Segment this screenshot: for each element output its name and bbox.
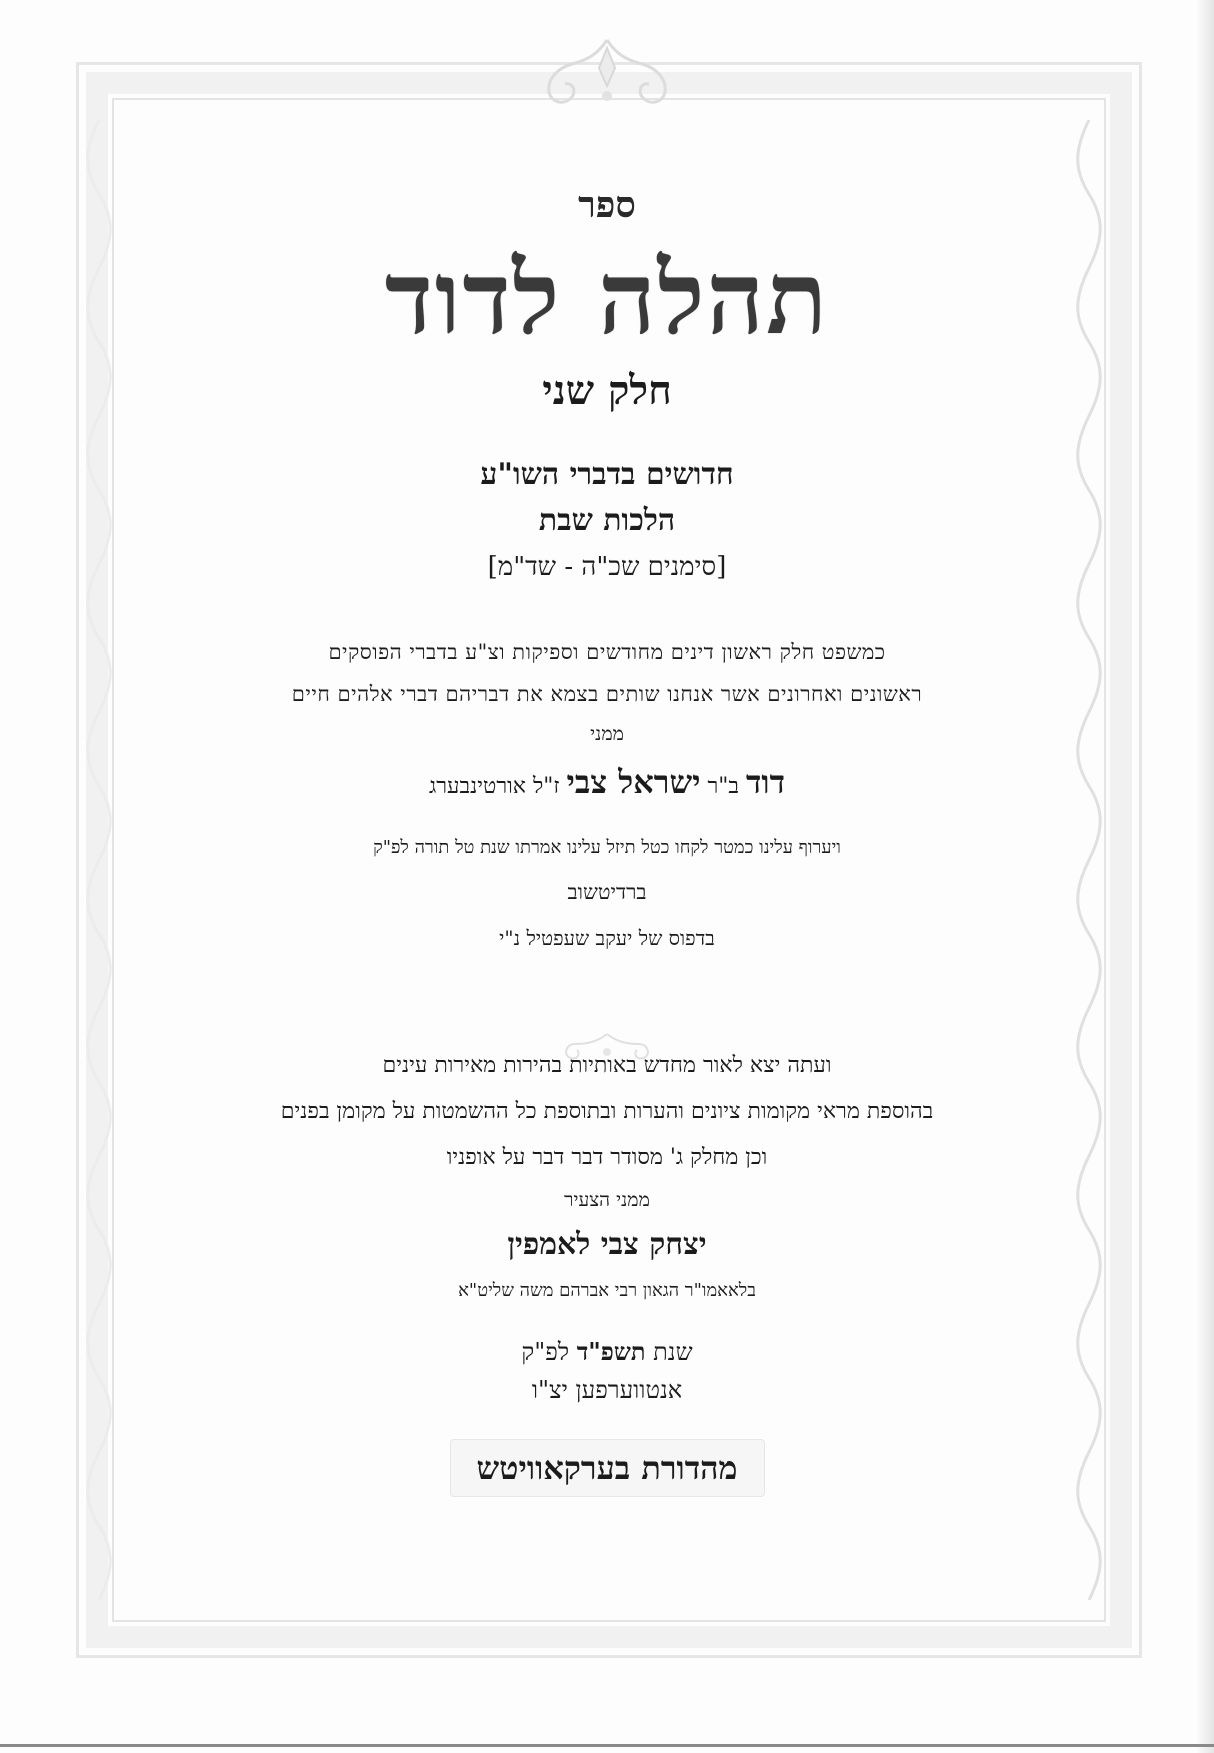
book-part: חלק שני bbox=[542, 367, 672, 414]
year-prefix: שנת bbox=[653, 1338, 693, 1366]
scan-bottom-line bbox=[0, 1744, 1214, 1747]
right-border-ornament-icon bbox=[1072, 120, 1106, 1600]
left-border-ornament-icon bbox=[82, 120, 116, 1600]
from-label: ממני bbox=[590, 723, 624, 745]
author-suffix: ז"ל אורטינבערג bbox=[428, 774, 560, 799]
author-first-name: דוד bbox=[746, 763, 785, 801]
simanim-range: [סימנים שכ"ה - שד"מ] bbox=[487, 552, 727, 582]
page-edge-shadow bbox=[1194, 0, 1214, 1753]
editor-label: ממני הצעיר bbox=[564, 1189, 650, 1211]
approbation-line: ויערוף עלינו כמטר לקחו כטל תיזל עלינו אמרתו שנת טל תורה לפ"ק bbox=[373, 837, 841, 858]
year-suffix: לפ"ק bbox=[521, 1338, 570, 1366]
top-ornament-icon bbox=[527, 30, 687, 120]
description-line-1: כמשפט חלק ראשון דינים מחודשים וספיקות וצ"ע בדברי הפוסקים bbox=[328, 640, 886, 664]
year-value: תשפ"ד bbox=[576, 1337, 646, 1366]
subject-line-1: חדושים בדברי השו"ע bbox=[480, 457, 734, 492]
printer-line: בדפוס של יעקב שעפטיל נ"י bbox=[499, 926, 715, 950]
new-edition-line-3: וכן מחלק ג' מסודר דבר דבר על אופניו bbox=[446, 1145, 768, 1170]
edition-box-wrapper bbox=[200, 1407, 1014, 1497]
publication-place: אנטווערפען יצ"ו bbox=[531, 1376, 683, 1404]
author-line bbox=[200, 760, 1014, 809]
title-content bbox=[200, 180, 1014, 1497]
publication-year bbox=[200, 1335, 1014, 1369]
editor-father: בלאאמו"ר הגאון רבי אברהם משה שליט"א bbox=[458, 1280, 756, 1301]
subject-line-2: הלכות שבת bbox=[538, 503, 676, 538]
book-prefix: ספר bbox=[578, 184, 636, 226]
original-city: ברדיטשוב bbox=[567, 880, 647, 904]
author-ben-rabbi: ב"ר bbox=[707, 774, 740, 799]
edition-name-box: מהדורת בערקאוויטש bbox=[450, 1439, 765, 1497]
new-edition-line-2: בהוספת מראי מקומות ציונים והערות ובתוספת כל ההשמטות על מקומן בפנים bbox=[280, 1099, 934, 1124]
author-father-name: ישראל צבי bbox=[566, 763, 701, 801]
new-edition-line-1: ועתה יצא לאור מחדש באותיות בהירות מאירות עינים bbox=[382, 1053, 832, 1078]
description-line-2: ראשונים ואחרונים אשר אנחנו שותים בצמא את דבריהם דברי אלהים חיים bbox=[291, 682, 923, 706]
book-title: תהלה לדוד bbox=[384, 239, 830, 357]
editor-name: יצחק צבי לאמפין bbox=[507, 1227, 707, 1262]
